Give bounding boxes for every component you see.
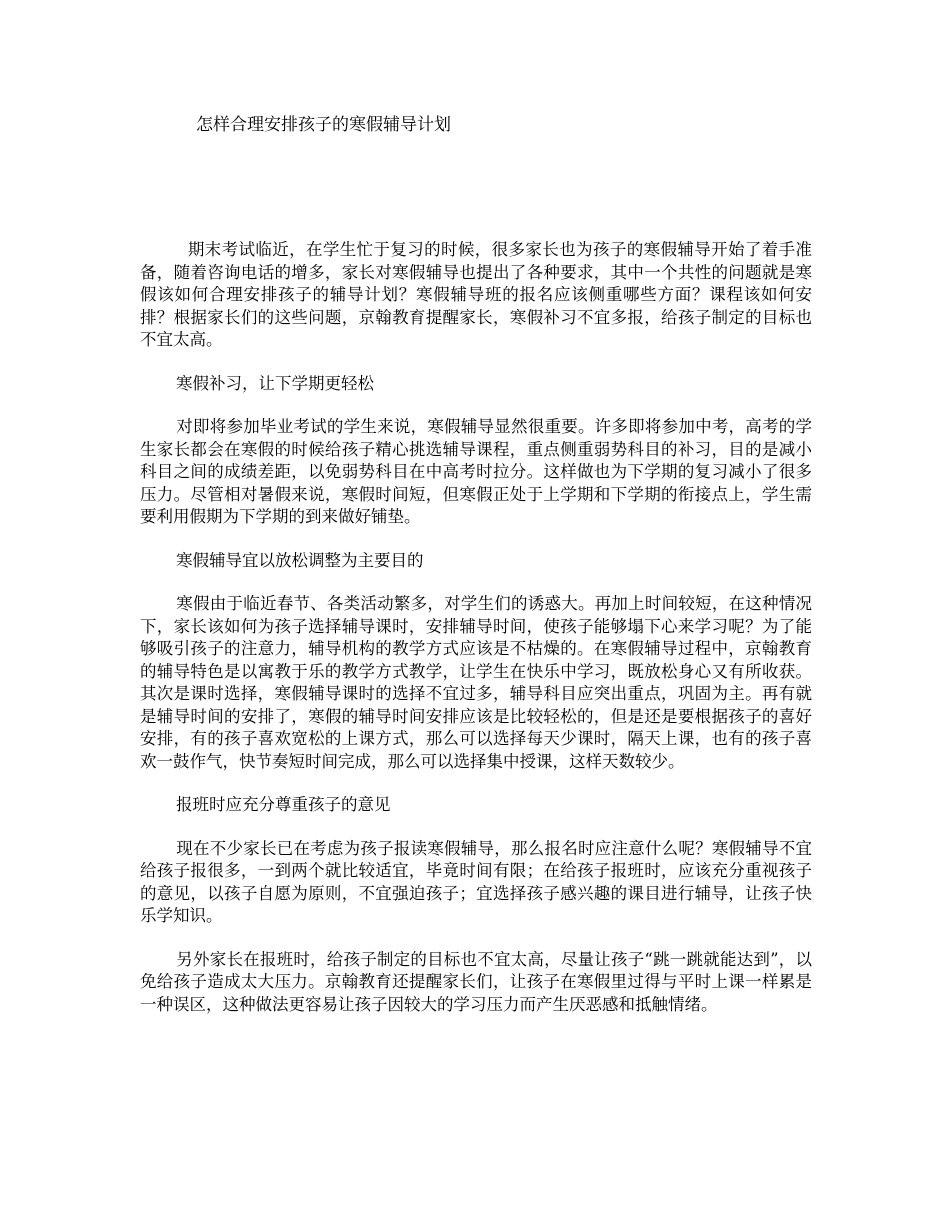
paragraph-spacer [140,352,812,373]
section-heading-relaxation: 寒假辅导宜以放松调整为主要目的 [176,550,424,570]
paragraph-spacer [140,928,812,949]
section-paragraph-graduating-students: 对即将参加毕业考试的学生来说，寒假辅导显然很重要。许多即将参加中考，高考的学生家长都会在寒假的时候给孩子精心挑选辅导课程，重点侧重弱势科目的补习，目的是减小科目之间的成绩差距，以免弱势科目在中高考时拉分。这样做也为下学期的复习减小了很多压力。尽管相对暑假来说，寒假时间短，但寒假正处于上学期和下学期的衔接点上，学生需要利用假期为下学期的到来做好铺垫。 [140,417,812,526]
section-paragraph-enrollment-advice: 现在不少家长已在考虑为孩子报读寒假辅导，那么报名时应注意什么呢？寒假辅导不宜给孩子报很多，一到两个就比较适宜，毕竟时间有限；在给孩子报班时，应该充分重视孩子的意见，以孩子自愿为原则，不宜强迫孩子；宜选择孩子感兴趣的课目进行辅导，让孩子快乐学知识。 [140,838,812,925]
paragraph-spacer [140,817,812,838]
paragraph-spacer [140,395,812,416]
section-heading-winter-tutoring: 寒假补习，让下学期更轻松 [176,373,374,393]
paragraph-spacer [140,773,812,794]
paragraph-spacer [140,529,812,550]
document-body [140,239,812,1016]
closing-paragraph: 另外家长在报班时，给孩子制定的目标也不宜太高，尽量让孩子“跳一跳就能达到”，以免给孩子造成太大压力。京翰教育还提醒家长们，让孩子在寒假里过得与平时上课一样累是一种误区，这种做法更容易让孩子因较大的学习压力而产生厌恶感和抵触情绪。 [140,949,812,1014]
paragraph-spacer [140,572,812,593]
section-heading-respect-child: 报班时应充分尊重孩子的意见 [176,795,391,814]
document-title: 怎样合理安排孩子的寒假辅导计划 [196,115,451,135]
intro-paragraph: 期末考试临近，在学生忙于复习的时候，很多家长也为孩子的寒假辅导开始了着手准备，随着咨询电话的增多，家长对寒假辅导也提出了各种要求，其中一个共性的问题就是寒假该如何合理安排孩子的辅导计划？寒假辅导班的报名应该侧重哪些方面？课程该如何安排？根据家长们的这些问题，京翰教育提醒家长，寒假补习不宜多报，给孩子制定的目标也不宜太高。 [140,240,812,349]
section-paragraph-relaxation: 寒假由于临近春节、各类活动繁多，对学生们的诱惑大。再加上时间较短，在这种情况下，家长该如何为孩子选择辅导课时，安排辅导时间，使孩子能够塌下心来学习呢？为了能够吸引孩子的注意力，辅导机构的教学方式应该是不枯燥的。在寒假辅导过程中，京翰教育的辅导特色是以寓教于乐的教学方式教学，让学生在快乐中学习，既放松身心又有所收获。其次是课时选择，寒假辅导课时的选择不宜过多，辅导科目应突出重点，巩固为主。再有就是辅导时间的安排了，寒假的辅导时间安排应该是比较轻松的，但是还是要根据孩子的喜好安排，有的孩子喜欢宽松的上课方式，那么可以选择每天少课时，隔天上课，也有的孩子喜欢一鼓作气，快节奏短时间完成，那么可以选择集中授课，这样天数较少。 [140,594,812,771]
